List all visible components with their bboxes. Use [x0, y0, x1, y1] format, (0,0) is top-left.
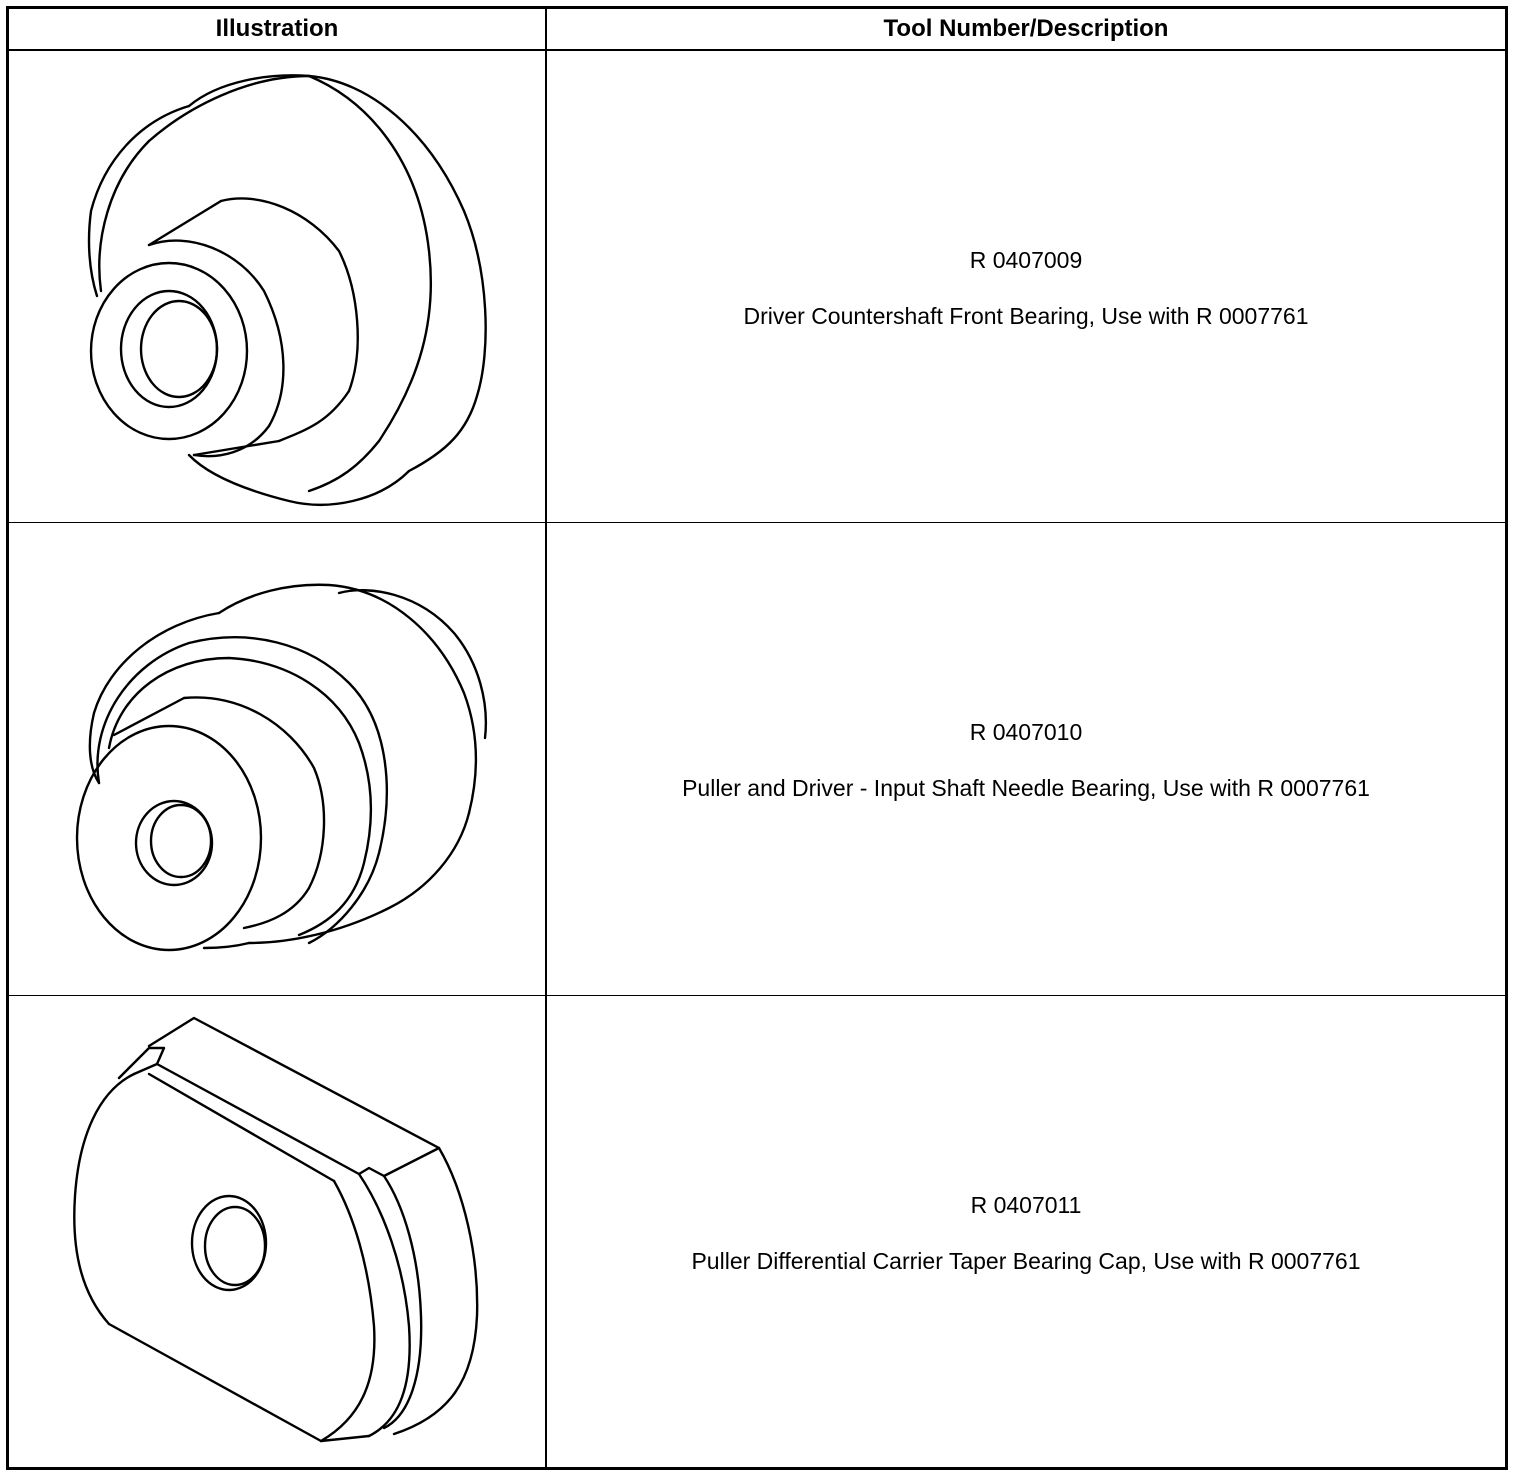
header-tool-number-description: Tool Number/Description — [883, 15, 1169, 42]
tool-number: R 0407010 — [969, 719, 1083, 745]
illustration-cell — [9, 523, 545, 995]
needle-bearing-puller-driver-icon — [9, 523, 545, 993]
tool-number: R 0407009 — [969, 247, 1083, 273]
taper-bearing-cap-puller-icon — [9, 996, 545, 1466]
header-illustration: Illustration — [215, 15, 339, 42]
countershaft-bearing-driver-icon — [9, 51, 545, 521]
tool-table — [6, 6, 1508, 1470]
table-row — [9, 523, 1505, 995]
table-header-row — [9, 9, 1505, 51]
table-row — [9, 51, 1505, 522]
illustration-cell — [9, 51, 545, 522]
description-cell — [547, 523, 1505, 995]
tool-description: Driver Countershaft Front Bearing, Use with R 0007761 — [743, 303, 1309, 329]
table-row — [9, 996, 1505, 1467]
tool-number: R 0407011 — [970, 1192, 1082, 1218]
tool-description: Puller and Driver - Input Shaft Needle Bearing, Use with R 0007761 — [682, 775, 1370, 801]
illustration-cell — [9, 996, 545, 1467]
description-cell — [547, 996, 1505, 1467]
description-cell — [547, 51, 1505, 522]
tool-description: Puller Differential Carrier Taper Bearing Cap, Use with R 0007761 — [691, 1248, 1361, 1274]
